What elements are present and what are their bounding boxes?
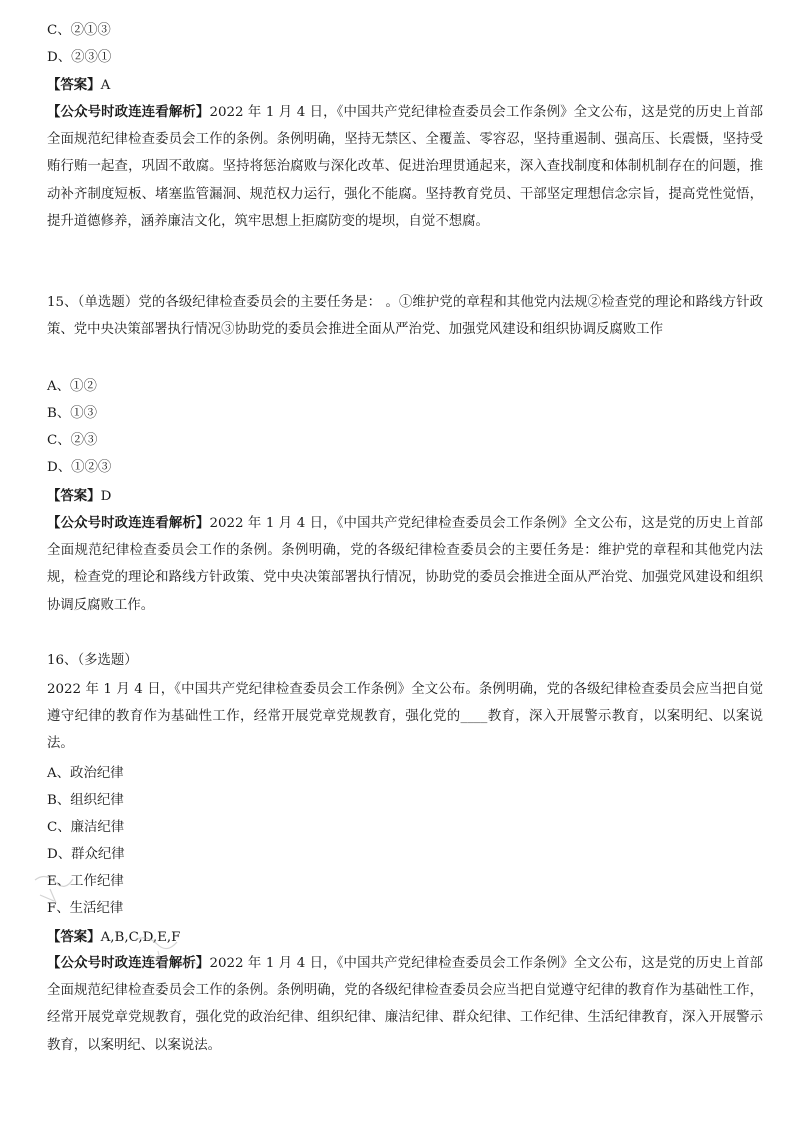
q14-analysis: [47, 99, 763, 235]
answer-tag: 【答案】: [47, 77, 101, 93]
analysis-text: 2022 年 1 月 4 日，《中国共产党纪律检查委员会工作条例》全文公布，这是党的历史上首部全面规范纪律检查委员会工作的条例。条例明确，党的各级纪律检查委员会的主要任务是：维护党的章程和其他党内法规，检查党的理论和路线方针政策、党中央决策部署执行情况，协助党的委员会推进全面从严治党、加强党风建设和组织协调反腐败工作。: [47, 516, 764, 613]
q14-option-d: D、②③①: [47, 50, 112, 65]
q16-option-b: B、组织纪律: [47, 793, 124, 808]
q16-option-c: C、廉洁纪律: [47, 820, 125, 835]
q16-option-f: F、生活纪律: [47, 901, 124, 916]
analysis-text: 2022 年 1 月 4 日，《中国共产党纪律检查委员会工作条例》全文公布，这是党的历史上首部全面规范纪律检查委员会工作的条例。条例明确，坚持无禁区、全覆盖、零容忍，坚持重遏制、强高压、长震慑，坚持受贿行贿一起查，巩固不敢腐。坚持将惩治腐败与深化改革、促进治理贯通起来，深入查找制度和体制机制存在的问题，推动补齐制度短板、堵塞监管漏洞、规范权力运行，强化不能腐。坚持教育党员、干部坚定理想信念宗旨，提高党性觉悟，提升道德修养，涵养廉洁文化，筑牢思想上拒腐防变的堤坝，自觉不想腐。: [47, 105, 764, 229]
analysis-text: 2022 年 1 月 4 日，《中国共产党纪律检查委员会工作条例》全文公布，这是党的历史上首部全面规范纪律检查委员会工作的条例。条例明确，党的各级纪律检查委员会应当把自觉遵守纪律的教育作为基础性工作，经常开展党章党规教育，强化党的政治纪律、组织纪律、廉洁纪律、群众纪律、工作纪律、生活纪律教育，深入开展警示教育，以案明纪、以案说法。: [47, 956, 764, 1053]
answer-value: D: [100, 489, 112, 504]
q16-option-d: D、群众纪律: [47, 847, 125, 862]
answer-value: A: [100, 78, 111, 93]
q15-answer: [47, 487, 111, 506]
q16-option-a: A、政治纪律: [47, 766, 124, 781]
question-type: （多选题）: [77, 653, 138, 668]
q15-option-c: C、②③: [47, 433, 98, 448]
q16-option-e: E、工作纪律: [47, 874, 124, 889]
question-number: 15、: [47, 295, 78, 310]
analysis-tag: 【公众号时政连连看解析】: [47, 515, 210, 531]
analysis-tag: 【公众号时政连连看解析】: [47, 104, 210, 120]
q15-analysis: [47, 510, 763, 619]
q15-stem: [47, 289, 763, 343]
q15-option-d: D、①②③: [47, 460, 112, 475]
q15-option-b: B、①③: [47, 406, 98, 421]
answer-tag: 【答案】: [47, 488, 101, 504]
question-number: 16、: [47, 653, 78, 668]
answer-tag: 【答案】: [47, 929, 101, 945]
q14-option-c: C、②①③: [47, 23, 111, 38]
question-type: （单选题）: [77, 295, 139, 310]
q16-answer: [47, 928, 180, 947]
q16-stem: 2022 年 1 月 4 日，《中国共产党纪律检查委员会工作条例》全文公布。条例明确，党的各级纪律检查委员会应当把自觉遵守纪律的教育作为基础性工作，经常开展党章党规教育，强化党的____教育，深入开展警示教育，以案明纪、以案说法。: [47, 682, 763, 752]
analysis-tag: 【公众号时政连连看解析】: [47, 955, 210, 971]
q14-answer: [47, 76, 110, 95]
q16-header: [47, 652, 138, 670]
answer-value: A,B,C,D,E,F: [100, 930, 181, 945]
q15-option-a: A、①②: [47, 379, 97, 394]
q16-analysis: [47, 950, 763, 1059]
question-text: 党的各级纪律检查委员会的主要任务是： 。①维护党的章程和其他党内法规②检查党的理论和路线方针政策、党中央决策部署执行情况③协助党的委员会推进全面从严治党、加强党风建设和组织协调反腐败工作: [47, 295, 763, 338]
